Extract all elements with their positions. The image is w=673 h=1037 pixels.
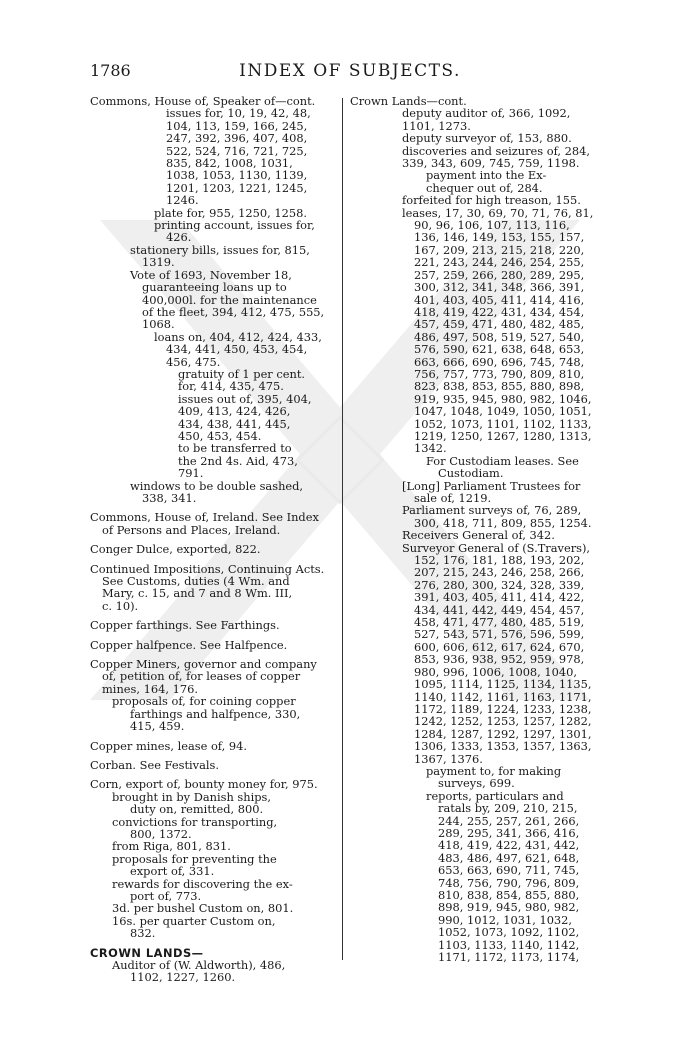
index-entry-line: Auditor of (W. Aldworth), 486,	[112, 958, 286, 972]
index-entry-line: Continued Impositions, Continuing Acts.	[90, 561, 325, 576]
index-entry-line: guaranteeing loans up to	[142, 280, 287, 295]
index-entry-line: 450, 453, 454.	[178, 428, 262, 443]
index-entry-line: Conger Dulce, exported, 822.	[90, 542, 261, 557]
index-entry-line: Parliament surveys of, 76, 289,	[402, 503, 582, 518]
index-entry-line: 791.	[178, 466, 204, 481]
index-entry-line: 1367, 1376.	[414, 751, 483, 766]
index-entry-line: ratals by, 209, 210, 215,	[438, 801, 578, 816]
index-entry-line: of the fleet, 394, 412, 475, 555,	[142, 304, 325, 319]
index-entry-line: 167, 209, 213, 215, 218, 220,	[414, 242, 585, 257]
index-entry-line: 800, 1372.	[130, 826, 192, 841]
index-entry-line: mines, 164, 176.	[102, 681, 198, 696]
index-entry-line: 483, 486, 497, 621, 648,	[438, 850, 580, 865]
page-title: INDEX OF SUBJECTS.	[239, 61, 461, 81]
index-entry-line: 1068.	[142, 317, 175, 332]
index-entry-line: sale of, 1219.	[414, 491, 492, 505]
index-entry-line: gratuity of 1 per cent.	[178, 366, 306, 381]
index-entry-line: 898, 919, 945, 980, 982,	[438, 900, 580, 915]
index-entry-line: c. 10).	[102, 598, 139, 613]
index-entry-line: 136, 146, 149, 153, 155, 157,	[414, 230, 585, 245]
index-entry-line: 1172, 1189, 1224, 1233, 1238,	[414, 701, 592, 716]
index-entry-line: 1246.	[166, 193, 199, 208]
index-entry-line: 1047, 1048, 1049, 1050, 1051,	[414, 404, 592, 419]
index-entry-line: printing account, issues for,	[154, 218, 315, 233]
index-entry-line: Mary, c. 15, and 7 and 8 Wm. III,	[102, 586, 293, 601]
index-entry-line: 1102, 1227, 1260.	[130, 970, 236, 985]
index-entry-line: chequer out of, 284.	[426, 180, 543, 195]
index-entry-line: loans on, 404, 412, 424, 433,	[154, 329, 322, 344]
index-entry-line: 1201, 1203, 1221, 1245,	[166, 180, 308, 195]
index-entry-line: the 2nd 4s. Aid, 473,	[178, 453, 298, 468]
index-entry-line: 434, 441, 450, 453, 454,	[166, 342, 308, 357]
index-entry-line: 339, 343, 609, 745, 759, 1198.	[402, 156, 580, 171]
index-entry-line: rewards for discovering the ex-	[112, 876, 293, 891]
index-entry-line: 1103, 1133, 1140, 1142,	[438, 937, 580, 952]
index-entry-line: port of, 773.	[130, 888, 202, 903]
index-entry-line: Commons, House of, Ireland. See Index	[90, 510, 319, 525]
index-entry-line: 810, 838, 854, 855, 880,	[438, 888, 580, 902]
index-entry-line: plate for, 955, 1250, 1258.	[154, 205, 307, 220]
index-entry-line: 90, 96, 106, 107, 113, 116,	[414, 218, 570, 233]
index-entry-line: 522, 524, 716, 721, 725,	[166, 143, 308, 158]
index-entry-line: 247, 392, 396, 407, 408,	[166, 131, 308, 146]
index-entry-line: deputy surveyor of, 153, 880.	[402, 131, 572, 146]
index-entry-line: of, petition of, for leases of copper	[102, 669, 301, 684]
index-entry-line: 400,000l. for the maintenance	[142, 292, 317, 307]
index-entry-line: 1038, 1053, 1130, 1139,	[166, 168, 308, 183]
index-entry-line: surveys, 699.	[438, 776, 515, 791]
index-entry-line: 756, 757, 773, 790, 809, 810,	[414, 366, 585, 381]
index-entry-line: of Persons and Places, Ireland.	[102, 522, 281, 537]
index-entry-line: 1171, 1172, 1173, 1174,	[438, 950, 580, 965]
index-entry-line: 244, 255, 257, 261, 266,	[438, 813, 580, 828]
index-entry-line: 221, 243, 244, 246, 254, 255,	[414, 255, 585, 270]
index-entry-line: 457, 459, 471, 480, 482, 485,	[414, 317, 585, 332]
index-entry-line: 1284, 1287, 1292, 1297, 1301,	[414, 726, 592, 741]
index-entry-line: 458, 471, 477, 480, 485, 519,	[414, 615, 585, 630]
index-entry-line: Crown Lands—cont.	[350, 94, 467, 108]
index-entry-line: 434, 441, 442, 449, 454, 457,	[414, 602, 585, 617]
index-entry-line: payment into the Ex-	[426, 168, 547, 183]
index-entry-line: 426.	[166, 230, 192, 245]
index-entry-line: 16s. per quarter Custom on,	[112, 913, 276, 928]
index-entry-line: 1052, 1073, 1092, 1102,	[438, 925, 580, 940]
index-entry-line: 1242, 1252, 1253, 1257, 1282,	[414, 714, 592, 729]
index-entry-line: 104, 113, 159, 166, 245,	[166, 118, 308, 133]
index-entry-line: 1319.	[142, 255, 175, 270]
index-entry-line: Surveyor General of (S.Travers),	[402, 540, 591, 555]
index-entry-line: See Customs, duties (4 Wm. and	[102, 574, 290, 589]
index-entry-line: Corban. See Festivals.	[90, 757, 220, 772]
index-entry-line: 207, 215, 243, 246, 258, 266,	[414, 565, 585, 580]
index-entry-line: 276, 280, 300, 324, 328, 339,	[414, 577, 585, 592]
index-entry-line: [Long] Parliament Trustees for	[402, 478, 581, 493]
index-entry-line: Copper halfpence. See Halfpence.	[90, 637, 288, 652]
index-entry-line: farthings and halfpence, 330,	[130, 706, 301, 721]
index-entry-line: 486, 497, 508, 519, 527, 540,	[414, 329, 585, 344]
page-number: 1786	[90, 61, 131, 80]
index-entry-line: 300, 418, 711, 809, 855, 1254.	[414, 515, 592, 530]
index-entry-line: 600, 606, 612, 617, 624, 670,	[414, 639, 585, 654]
index-entry-line: 1140, 1142, 1161, 1163, 1171,	[414, 689, 592, 704]
index-entry-line: 434, 438, 441, 445,	[178, 416, 291, 431]
page-header	[90, 61, 610, 85]
index-entry-line: Copper mines, lease of, 94.	[90, 738, 247, 753]
index-entry-line: 835, 842, 1008, 1031,	[166, 156, 293, 171]
index-entry-line: Custodiam.	[438, 466, 504, 481]
index-entry-line: Copper Miners, governor and company	[90, 657, 317, 672]
index-entry-line: 1219, 1250, 1267, 1280, 1313,	[414, 428, 592, 443]
index-entry-line: 418, 419, 422, 431, 442,	[438, 838, 580, 853]
index-entry-line: 990, 1012, 1031, 1032,	[438, 912, 573, 927]
index-entry-line: brought in by Danish ships,	[112, 789, 271, 804]
index-entry-line: 919, 935, 945, 980, 982, 1046,	[414, 391, 592, 406]
index-entry-line: 1095, 1114, 1125, 1134, 1135,	[414, 677, 592, 692]
index-entry-line: 3d. per bushel Custom on, 801.	[112, 901, 294, 916]
index-entry-line: 456, 475.	[166, 354, 221, 369]
index-entry-line: issues for, 10, 19, 42, 48,	[166, 106, 311, 121]
index-entry-line: issues out of, 395, 404,	[178, 391, 312, 406]
index-entry-line: deputy auditor of, 366, 1092,	[402, 106, 571, 121]
index-entry-line: proposals for preventing the	[112, 851, 277, 866]
index-entry-line: discoveries and seizures of, 284,	[402, 143, 591, 158]
index-entry-line: for, 414, 435, 475.	[178, 379, 284, 394]
index-entry-line: 832.	[130, 926, 156, 941]
index-entry-line: 257, 259, 266, 280, 289, 295,	[414, 267, 585, 282]
index-entry-line: CROWN LANDS—	[90, 945, 204, 960]
index-entry-line: Corn, export of, bounty money for, 975.	[90, 777, 318, 792]
index-entry-line: Receivers General of, 342.	[402, 528, 555, 543]
index-entry-line: 401, 403, 405, 411, 414, 416,	[414, 292, 585, 307]
index-entry-line: 418, 419, 422, 431, 434, 454,	[414, 304, 585, 319]
index-entry-line: 391, 403, 405, 411, 414, 422,	[414, 590, 585, 605]
index-entry-line: 663, 666, 690, 696, 745, 748,	[414, 354, 585, 369]
index-column-right	[350, 95, 612, 963]
index-entry-line: 527, 543, 571, 576, 596, 599,	[414, 627, 585, 642]
index-entry-line: Vote of 1693, November 18,	[130, 267, 292, 282]
column-divider	[342, 98, 343, 960]
index-entry-line: 576, 590, 621, 638, 648, 653,	[414, 342, 585, 357]
index-entry-line: forfeited for high treason, 155.	[402, 193, 581, 208]
index-entry-line: 289, 295, 341, 366, 416,	[438, 825, 580, 840]
index-entry-line: 853, 936, 938, 952, 959, 978,	[414, 652, 585, 667]
index-entry-line: payment to, for making	[426, 763, 562, 778]
index-entry-line: 1342.	[414, 441, 447, 456]
index-entry-line: Commons, House of, Speaker of—cont.	[90, 94, 316, 108]
index-entry-line: 748, 756, 790, 796, 809,	[438, 875, 580, 890]
index-entry-line: Copper farthings. See Farthings.	[90, 618, 280, 633]
index-entry-line: proposals of, for coining copper	[112, 694, 296, 709]
index-entry-line: to be transferred to	[178, 441, 292, 456]
index-entry-line: 1101, 1273.	[402, 118, 471, 133]
index-entry-line: 338, 341.	[142, 491, 197, 505]
index-entry-line: convictions for transporting,	[112, 814, 278, 829]
index-entry-line: For Custodiam leases. See	[426, 453, 579, 468]
index-entry-line: stationery bills, issues for, 815,	[130, 242, 310, 257]
index-entry-line: export of, 331.	[130, 864, 215, 879]
index-entry-line: 152, 176, 181, 188, 193, 202,	[414, 553, 585, 568]
index-entry-line: 980, 996, 1006, 1008, 1040,	[414, 664, 578, 679]
index-entry-line: from Riga, 801, 831.	[112, 839, 231, 854]
index-entry-line: 300, 312, 341, 348, 366, 391,	[414, 280, 585, 295]
index-entry-line: 823, 838, 853, 855, 880, 898,	[414, 379, 585, 394]
index-entry-line: leases, 17, 30, 69, 70, 71, 76, 81,	[402, 205, 594, 220]
index-column-left	[90, 95, 333, 984]
index-entry-line: 1306, 1333, 1353, 1357, 1363,	[414, 739, 592, 754]
index-entry-line: windows to be double sashed,	[130, 478, 304, 493]
index-entry-line: 653, 663, 690, 711, 745,	[438, 863, 580, 878]
index-entry-line: 409, 413, 424, 426,	[178, 404, 291, 419]
index-entry-line: reports, particulars and	[426, 788, 564, 803]
index-entry-line: 415, 459.	[130, 719, 185, 734]
index-entry-line: 1052, 1073, 1101, 1102, 1133,	[414, 416, 592, 431]
index-entry-line: duty on, remitted, 800.	[130, 802, 264, 817]
